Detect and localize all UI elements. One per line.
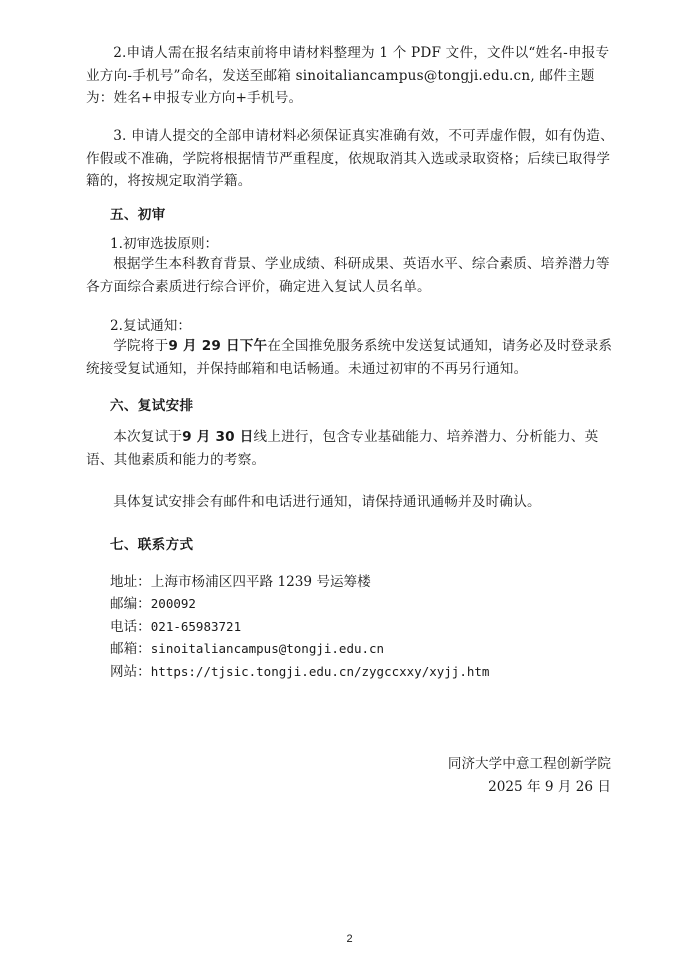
interview-arrangement-text-post: 线上进行，包含专业基础能力、培养潜力、分析能力、英语、其他素质和能力的考察。: [86, 429, 599, 468]
page-number: 2: [346, 933, 353, 945]
paragraph-interview-schedule: 具体复试安排会有邮件和电话进行通知，请保持通讯通畅并及时确认。: [113, 494, 541, 510]
interview-notice-text-pre: 学院将于: [113, 338, 169, 354]
contact-phone: [110, 616, 241, 639]
contact-email: [110, 638, 384, 661]
paragraph-application-file: 2.申请人需在报名结束前将申请材料整理为 1 个 PDF 文件，文件以“姓名-申报专业方向-手机号”命名，发送至邮箱 sinoitaliancampus@tongji.edu.cn, 邮件主题为：姓名+申报专业方向+手机号。: [86, 45, 610, 106]
contact-website-value: https://tjsic.tongji.edu.cn/zygccxxy/xyjj.htm: [150, 664, 490, 679]
interview-notice-text-post: 在全国推免服务系统中发送复试通知，请务必及时登录系统接受复试通知，并保持邮箱和电话畅通。未通过初审的不再另行通知。: [86, 338, 613, 377]
signature-organization: 同济大学中意工程创新学院: [447, 756, 611, 772]
paragraph-selection-principle: 根据学生本科教育背景、学业成绩、科研成果、英语水平、综合素质、培养潜力等各方面综合素质进行综合评价，确定进入复试人员名单。: [86, 256, 610, 295]
contact-postcode: [110, 593, 196, 616]
interview-arrangement-text-pre: 本次复试于: [113, 429, 183, 445]
signature-date: 2025 年 9 月 26 日: [488, 779, 611, 795]
contact-postcode-value: 200092: [150, 596, 196, 611]
paragraph-interview-arrangement: [86, 426, 616, 471]
interview-notice-date: 9 月 29 日下午: [168, 338, 268, 354]
contact-email-value: sinoitaliancampus@tongji.edu.cn: [150, 641, 385, 656]
contact-website: [110, 661, 489, 684]
subheading-interview-notice: 2.复试通知：: [110, 318, 191, 334]
contact-phone-value: 021-65983721: [150, 619, 242, 634]
contact-address-value: 上海市杨浦区四平路 1239 号运筹楼: [150, 574, 371, 590]
paragraph-authenticity: 3. 申请人提交的全部申请材料必须保证真实准确有效，不可弄虚作假，如有伪造、作假或不准确，学院将根据情节严重程度，依规取消其入选或录取资格；后续已取得学籍的，将按规定取消学籍。: [86, 128, 614, 189]
subheading-selection-principle: 1.初审选拔原则：: [110, 236, 219, 252]
contact-email-label: 邮箱：: [110, 641, 151, 657]
contact-postcode-label: 邮编：: [110, 596, 151, 612]
interview-arrangement-date: 9 月 30 日: [182, 429, 254, 445]
section-heading-contact: 七、联系方式: [110, 537, 194, 553]
paragraph-interview-notice: [86, 335, 616, 380]
contact-website-label: 网站：: [110, 664, 151, 680]
contact-address: [110, 571, 371, 594]
contact-address-label: 地址：: [110, 574, 151, 590]
section-heading-interview-arrangement: 六、复试安排: [110, 398, 194, 414]
section-heading-preliminary-review: 五、初审: [110, 207, 166, 223]
contact-phone-label: 电话：: [110, 619, 151, 635]
